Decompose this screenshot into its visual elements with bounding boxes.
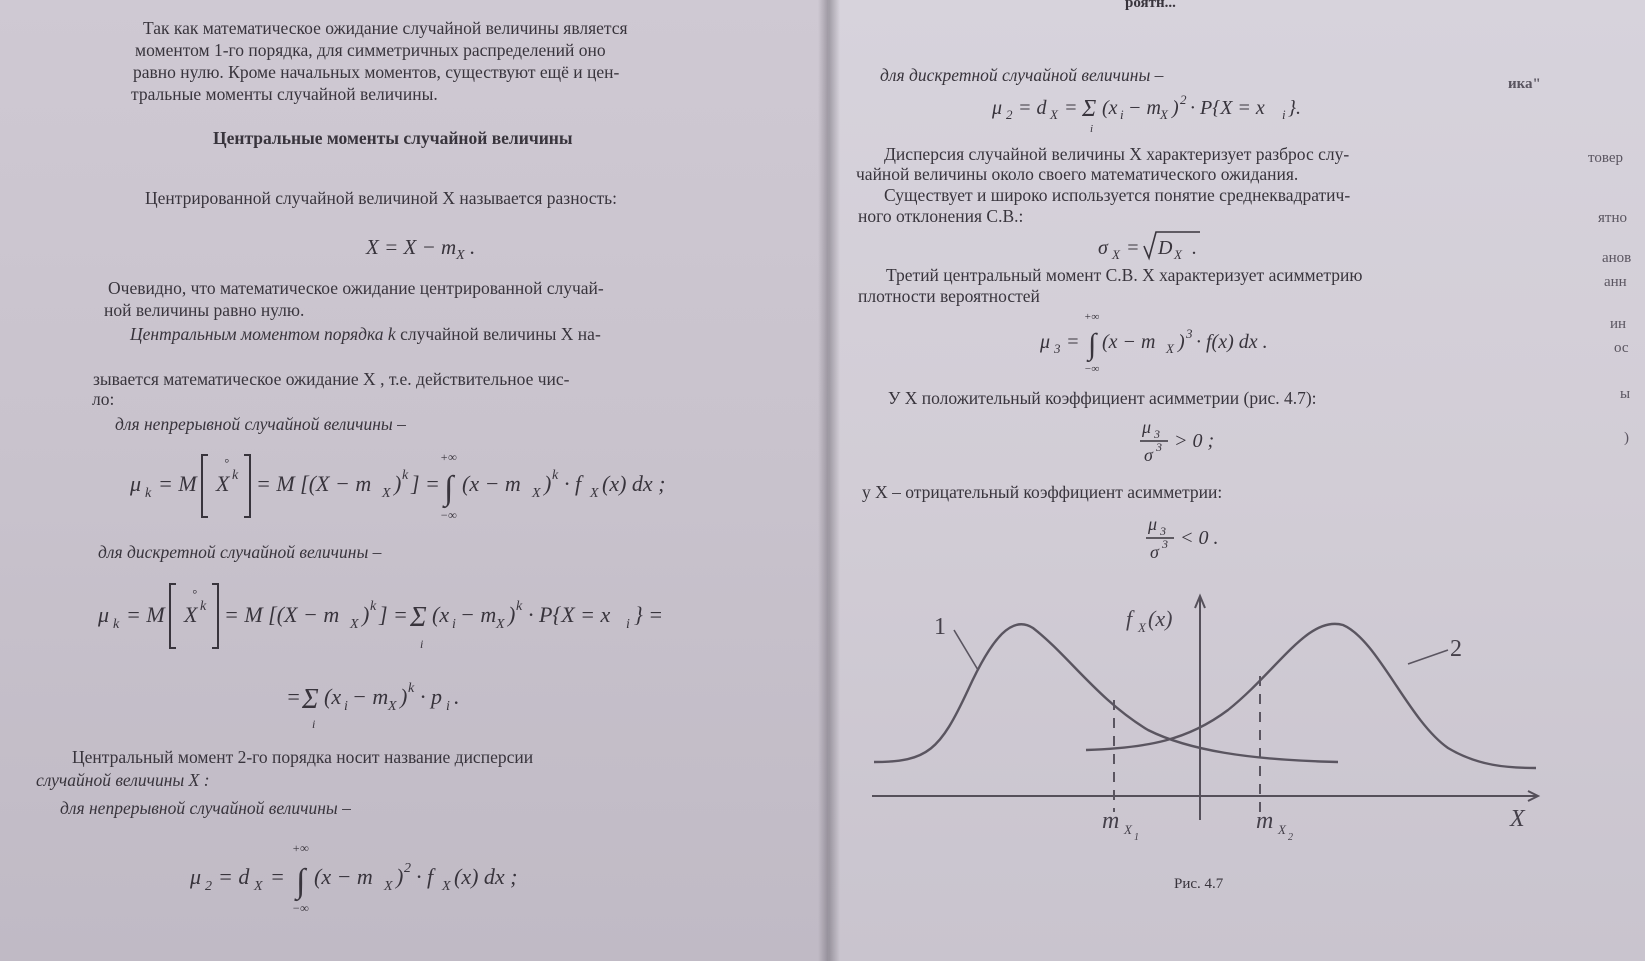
third-moment-line-1: Третий центральный момент С.В. X характеризует асимметрию (886, 265, 1363, 285)
negative-skew-line: у X – отрицательный коэффициент асимметрии: (862, 482, 1223, 502)
margin-fragment: анн (1604, 274, 1627, 290)
svg-text:i: i (626, 617, 630, 632)
formula-mu-2-discrete (990, 86, 1330, 136)
m1-label-subsub: 1 (1134, 832, 1139, 843)
svg-text:3: 3 (1054, 341, 1061, 356)
svg-text:=: = (1126, 237, 1140, 259)
m2-label: m (1256, 808, 1274, 834)
formula-mu-k-discrete (92, 576, 692, 656)
svg-text:μ = d = Σ(x − m ) · P{X = x }.: μ = d = Σ(x − m ) · P{X = x }. (990, 86, 1003, 87)
svg-text:= M: = M (158, 471, 197, 496)
svg-text:(x) dx ;: (x) dx ; (602, 471, 666, 496)
discrete-label-right: для дискретной случайной величины – (880, 65, 1164, 85)
svg-text:=: = (270, 864, 285, 889)
y-axis-label-paren: (x) (1148, 606, 1173, 631)
svg-text:· p: · p (420, 684, 442, 709)
svg-text:2: 2 (404, 861, 411, 876)
svg-text:k: k (370, 599, 377, 614)
svg-text:Σ: Σ (1082, 96, 1097, 122)
central-def-line-3: ло: (92, 389, 115, 409)
svg-text:= M [(X − m: = M [(X − m (224, 602, 340, 627)
svg-text:= d: = d (218, 864, 250, 889)
svg-text:.: . (1192, 237, 1197, 259)
formula-mu-3 (1038, 308, 1298, 378)
svg-text:(x − m: (x − m (314, 864, 373, 889)
svg-text:μ: μ (1142, 417, 1152, 437)
svg-text:μ: μ (130, 471, 142, 496)
svg-text:· f(x) dx .: · f(x) dx . (1196, 331, 1268, 353)
svg-text:i: i (344, 699, 348, 714)
svg-text:X: X (442, 879, 451, 894)
svg-text:μ: μ (190, 864, 202, 889)
svg-text:}.: }. (1288, 97, 1301, 119)
svg-text:): ) (396, 864, 404, 889)
svg-text:μ / σ < 0 .: μ / σ < 0 . (1144, 510, 1148, 511)
svg-text:3: 3 (1156, 440, 1162, 454)
svg-text:°: ° (224, 456, 229, 470)
formula-mu-2-continuous (180, 838, 580, 918)
svg-text:k: k (232, 468, 239, 483)
svg-text:σ: σ (1150, 542, 1159, 562)
svg-text:μ = ∫(x − m ) · f(x) dx .: μ = ∫(x − m ) · f(x) dx . (1038, 308, 1048, 309)
svg-text:=: = (1064, 97, 1078, 119)
svg-text:X: X (254, 879, 263, 894)
svg-text:k: k (552, 468, 559, 483)
curve-2-leader (1408, 650, 1448, 664)
svg-text:· f: · f (416, 864, 434, 889)
y-axis-label: f (1126, 606, 1133, 631)
svg-text:3: 3 (1160, 524, 1166, 538)
svg-text:X: X (350, 617, 359, 632)
svg-text:] =: ] = (411, 471, 440, 496)
svg-text:μ: μ (1040, 331, 1051, 353)
svg-text:3: 3 (1162, 537, 1168, 551)
svg-text:+∞: +∞ (292, 841, 309, 855)
svg-text:2: 2 (205, 879, 212, 894)
svg-text:μ: μ (1148, 514, 1158, 534)
curve-1 (874, 624, 1338, 762)
formula-mu-k-discrete-2 (280, 672, 520, 732)
top-fragment: роятн... (1125, 0, 1176, 11)
svg-text:2: 2 (1180, 92, 1187, 107)
figure-caption: Рис. 4.7 (1174, 876, 1224, 892)
book-spine-shadow (818, 0, 840, 961)
positive-skew-line: У X положительный коэффициент асимметрии (рис. 4.7): (888, 388, 1317, 408)
svg-text:=: = (1066, 331, 1080, 353)
right-page (828, 0, 1645, 961)
svg-text:k: k (516, 599, 523, 614)
svg-text:(x − m: (x − m (1102, 331, 1156, 353)
svg-text:= M [(X − m: = M [(X − m (256, 471, 372, 496)
svg-text:X: X (590, 486, 599, 501)
svg-text:(x: (x (1102, 97, 1118, 119)
svg-text:i: i (1090, 123, 1094, 135)
formula-centered: $X = X - m_X$ . (366, 235, 476, 264)
svg-text:i: i (420, 637, 424, 651)
m1-label: m (1102, 808, 1120, 834)
svg-text:): ) (362, 602, 370, 627)
intro-line-1: Так как математическое ожидание случайной величины является (143, 18, 628, 38)
svg-text:+∞: +∞ (440, 450, 457, 464)
svg-text:μ = d = ∫(x − m ) · f (x) dx ;: μ = d = ∫(x − m ) · f (x) dx ; (180, 838, 192, 839)
obvious-line-1: Очевидно, что математическое ожидание центрированной случай- (108, 278, 604, 298)
margin-fragment: ы (1620, 386, 1631, 402)
second-order-line-2: случайной величины X : (36, 770, 210, 790)
svg-text:°: ° (192, 587, 197, 601)
dispersion-line-2: чайной величины около своего математического ожидания. (856, 164, 1299, 184)
formula-positive (1138, 413, 1258, 469)
svg-text:} =: } = (634, 602, 664, 627)
svg-text:X: X (1166, 341, 1174, 356)
svg-text:< 0 .: < 0 . (1180, 527, 1219, 549)
svg-text:): ) (1178, 331, 1185, 353)
svg-text:k: k (113, 617, 120, 632)
margin-fragment: товер (1588, 150, 1624, 166)
intro-line-4: тральные моменты случайной величины. (131, 84, 438, 104)
svg-text:): ) (394, 471, 402, 496)
svg-text:i: i (312, 717, 316, 731)
svg-text:σ = √D .: σ = √D . (1096, 228, 1100, 229)
formula-mu-k-continuous (120, 445, 680, 525)
svg-text:σ: σ (1098, 237, 1108, 259)
svg-text:μ / σ > 0 ;: μ / σ > 0 ; (1138, 413, 1142, 414)
svg-text:X: X (1174, 247, 1182, 262)
intro-line-2: моментом 1-го порядка, для симметричных распределений оно (135, 40, 606, 60)
intro-line-3: равно нулю. Кроме начальных моментов, существуют ещё и цен- (133, 62, 620, 82)
svg-text:−∞: −∞ (440, 508, 457, 522)
svg-text:i: i (446, 699, 450, 714)
second-order-line-1: Центральный момент 2-го порядка носит название дисперсии (72, 747, 534, 767)
svg-text:μ: μ (98, 602, 110, 627)
margin-fragment: ин (1610, 316, 1627, 332)
x-axis-label: X (1510, 806, 1525, 832)
svg-text:X: X (1160, 107, 1168, 122)
m2-label-subsub: 2 (1288, 832, 1293, 843)
svg-text:= d: = d (1018, 97, 1047, 119)
curve-2 (1086, 624, 1536, 768)
svg-text:X: X (388, 699, 397, 714)
svg-text:X: X (1050, 107, 1058, 122)
m1-label-sub: X (1124, 822, 1132, 837)
svg-text:): ) (1172, 97, 1179, 119)
svg-text:3: 3 (1154, 427, 1160, 441)
svg-text:D: D (1158, 237, 1173, 259)
curve-2-label: 2 (1450, 636, 1462, 662)
svg-text:X: X (532, 486, 541, 501)
svg-text:k: k (200, 599, 207, 614)
curve-1-label: 1 (934, 614, 946, 640)
svg-text:− m: − m (1128, 97, 1161, 119)
svg-text:(x − m: (x − m (462, 471, 521, 496)
svg-text:(x) dx ;: (x) dx ; (454, 864, 518, 889)
central-def-line-2: зывается математическое ожидание X , т.е. действительное чис- (93, 369, 570, 389)
svg-text:σ: σ (1144, 445, 1153, 465)
svg-text:∫: ∫ (296, 863, 306, 900)
margin-fragment: ) (1624, 430, 1629, 446)
figure-4-7 (868, 590, 1548, 880)
svg-text:(x: (x (324, 684, 342, 709)
svg-text:i: i (452, 617, 456, 632)
svg-text:): ) (544, 471, 552, 496)
central-moment-definition: Центральным моментом порядка k случайной величины X на- (130, 324, 601, 344)
m2-label-sub: X (1278, 822, 1286, 837)
svg-text:μ: μ (992, 97, 1003, 119)
svg-text:X: X (382, 486, 391, 501)
svg-text:] =: ] = (379, 602, 408, 627)
third-moment-line-2: плотности вероятностей (858, 286, 1040, 306)
svg-text:i: i (1282, 107, 1286, 122)
continuous-label: для непрерывной случайной величины – (115, 414, 406, 434)
svg-text:μ = M[ X ] = M[(X − m ) ] = Σ(: μ = M[ X ] = M[(X − m ) ] = Σ(x − m ) · P{X = x } = (92, 576, 114, 577)
svg-text:Σ: Σ (302, 684, 319, 715)
svg-text:= M: = M (126, 602, 165, 627)
svg-text:μ = M[ X ] = M[(X − m ) ] = ∫(: μ = M[ X ] = M[(X − m ) ] = ∫(x − m ) · f (x) dx ; (120, 445, 140, 446)
std-line-1: Существует и широко используется понятие среднеквадратич- (884, 185, 1351, 205)
svg-text:· f: · f (564, 471, 582, 496)
margin-fragment: ика" (1508, 76, 1541, 92)
curve-1-leader (954, 630, 978, 670)
svg-text:+∞: +∞ (1084, 311, 1100, 323)
svg-text:k: k (145, 486, 152, 501)
section-heading: Центральные моменты случайной величины (213, 128, 573, 148)
svg-text:k: k (402, 468, 409, 483)
svg-text:· P{X = x: · P{X = x (1190, 97, 1265, 119)
svg-text:): ) (400, 684, 408, 709)
svg-text:2: 2 (1006, 107, 1013, 122)
formula-sigma (1096, 228, 1236, 268)
margin-fragment: анов (1602, 250, 1632, 266)
continuous-label-2: для непрерывной случайной величины – (60, 798, 351, 818)
svg-text:− m: − m (460, 602, 497, 627)
svg-text:− m: − m (352, 684, 389, 709)
svg-text:): ) (508, 602, 516, 627)
svg-text:Σ: Σ (410, 602, 427, 633)
svg-text:−∞: −∞ (292, 901, 309, 915)
svg-text:(x: (x (432, 602, 450, 627)
svg-text:> 0 ;: > 0 ; (1174, 430, 1215, 452)
svg-text:∫: ∫ (444, 470, 454, 507)
svg-text:= Σ(x − m ) · p .: = Σ(x − m ) · p . (280, 672, 287, 673)
svg-text:X: X (496, 617, 505, 632)
svg-text:=: = (286, 684, 301, 709)
svg-text:3: 3 (1186, 326, 1193, 341)
margin-fragment: ос (1614, 340, 1629, 356)
svg-text:X: X (216, 471, 230, 496)
obvious-line-2: ной величины равно нулю. (104, 300, 305, 320)
svg-text:· P{X = x: · P{X = x (528, 602, 611, 627)
dispersion-line-1: Дисперсия случайной величины X характеризует разброс слу- (884, 144, 1350, 164)
svg-text:X: X (384, 879, 393, 894)
svg-text:X: X (1112, 247, 1120, 262)
svg-text:−∞: −∞ (1084, 363, 1100, 375)
svg-text:∫: ∫ (1088, 328, 1097, 361)
formula-negative (1144, 510, 1264, 566)
y-axis-label-sub: X (1138, 620, 1146, 635)
svg-text:.: . (454, 684, 460, 709)
svg-text:i: i (1120, 107, 1124, 122)
svg-text:k: k (408, 681, 415, 696)
svg-text:X: X (184, 602, 198, 627)
central-moment-term: Центральным моментом порядка k (130, 324, 396, 344)
std-line-2: ного отклонения С.В.: (858, 206, 1024, 226)
margin-fragment: ятно (1598, 210, 1627, 226)
discrete-label: для дискретной случайной величины – (98, 542, 382, 562)
centered-definition: Центрированной случайной величиной X называется разность: (145, 188, 618, 208)
